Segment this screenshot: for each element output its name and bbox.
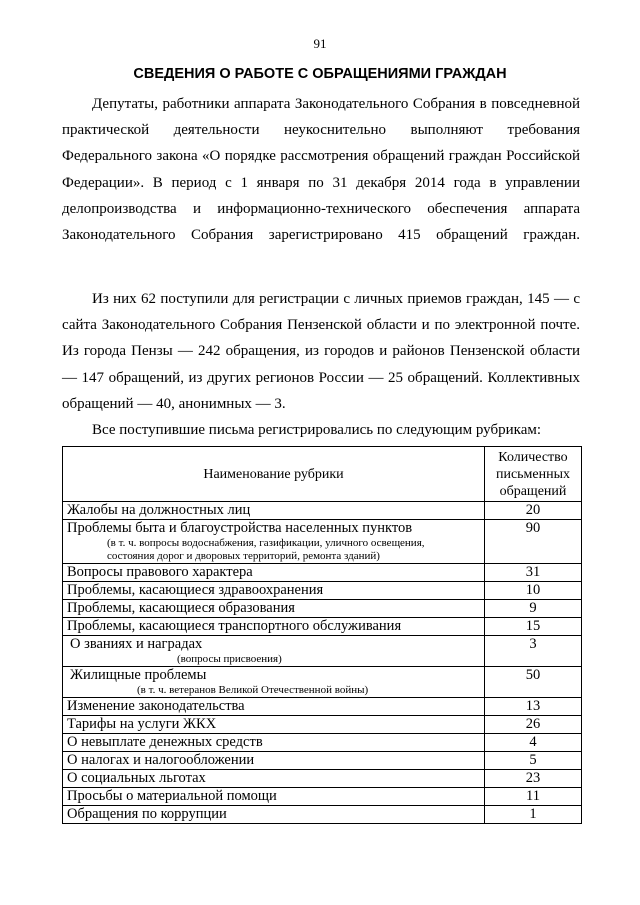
table-row xyxy=(63,716,582,734)
rubric-count: 5 xyxy=(485,752,582,770)
table-header-row xyxy=(63,447,582,502)
rubric-note: (в т. ч. ветеранов Великой Отечественной войны) xyxy=(137,684,369,696)
rubric-name: Жилищные проблемы (в т. ч. ветеранов Великой Отечественной войны) xyxy=(63,667,485,698)
table-row xyxy=(63,667,582,698)
table-row xyxy=(63,520,582,564)
table-row xyxy=(63,600,582,618)
rubric-count: 9 xyxy=(485,600,582,618)
paragraph-2: Из них 62 поступили для регистрации с личных приемов граждан, 145 — с сайта Законодательного Собрания Пензенской области и по электронной почте. Из города Пензы — 242 обращения, из городов и районов Пензенской области — 147 обращений, из других регионов России — 25 обращений. Коллективных обращений — 40, анонимных — 3. xyxy=(62,291,580,412)
rubric-name: Проблемы быта и благоустройства населенных пунктов (в т. ч. вопросы водоснабжения, газификации, уличного освещения, состояния дорог и дворовых территорий, ремонта зданий) xyxy=(63,520,485,564)
rubric-name: О званиях и наградах (вопросы присвоения) xyxy=(63,636,485,667)
rubric-count: 15 xyxy=(485,618,582,636)
page-number: 91 xyxy=(313,36,327,51)
rubric-count: 26 xyxy=(485,716,582,734)
rubric-count: 10 xyxy=(485,582,582,600)
rubric-name: Просьбы о материальной помощи xyxy=(63,788,485,806)
rubric-count: 20 xyxy=(485,502,582,520)
table-row xyxy=(63,752,582,770)
rubric-count: 11 xyxy=(485,788,582,806)
rubric-name: Изменение законодательства xyxy=(63,698,485,716)
rubric-name: Проблемы, касающиеся транспортного обслуживания xyxy=(63,618,485,636)
rubric-count: 90 xyxy=(485,520,582,564)
table-row xyxy=(63,564,582,582)
rubric-name: Проблемы, касающиеся образования xyxy=(63,600,485,618)
rubric-name: О социальных льготах xyxy=(63,770,485,788)
page-title: СВЕДЕНИЯ О РАБОТЕ С ОБРАЩЕНИЯМИ ГРАЖДАН xyxy=(133,66,507,82)
table-row xyxy=(63,618,582,636)
rubric-count: 4 xyxy=(485,734,582,752)
rubric-note: (вопросы присвоения) xyxy=(177,653,282,665)
table-row xyxy=(63,770,582,788)
rubric-name: О невыплате денежных средств xyxy=(63,734,485,752)
header-rubric-name: Наименование рубрики xyxy=(63,447,485,502)
table-row xyxy=(63,502,582,520)
header-letter-count: Количество письменных обращений xyxy=(485,447,582,502)
rubric-name: Обращения по коррупции xyxy=(63,806,485,824)
rubric-name: О налогах и налогообложении xyxy=(63,752,485,770)
rubric-count: 23 xyxy=(485,770,582,788)
rubric-count: 13 xyxy=(485,698,582,716)
table-row xyxy=(63,788,582,806)
rubric-name: Вопросы правового характера xyxy=(63,564,485,582)
rubric-name: Жалобы на должностных лиц xyxy=(63,502,485,520)
rubric-count: 1 xyxy=(485,806,582,824)
table-row xyxy=(63,698,582,716)
table-intro: Все поступившие письма регистрировались по следующим рубрикам: xyxy=(92,422,542,438)
rubric-name: Проблемы, касающиеся здравоохранения xyxy=(63,582,485,600)
rubric-count: 3 xyxy=(485,636,582,667)
table-row xyxy=(63,582,582,600)
table-row xyxy=(63,806,582,824)
paragraph-1: Депутаты, работники аппарата Законодательного Собрания в повседневной практической деятельности неукоснительно выполняют требования Федерального закона «О порядке рассмотрения обращений граждан Российской Федерации». В период с 1 января по 31 декабря 2014 года в управлении делопроизводства и информационно-технического обеспечения аппарата Законодательного Собрания зарегистрировано 415 обращений граждан. xyxy=(62,96,580,244)
rubric-count: 31 xyxy=(485,564,582,582)
table-row xyxy=(63,734,582,752)
rubric-count: 50 xyxy=(485,667,582,698)
rubric-name: Тарифы на услуги ЖКХ xyxy=(63,716,485,734)
table-row xyxy=(63,636,582,667)
rubrics-table xyxy=(62,446,582,824)
rubric-note: (в т. ч. вопросы водоснабжения, газификации, уличного освещения, состояния дорог и дворовых территорий, ремонта зданий) xyxy=(107,537,425,562)
